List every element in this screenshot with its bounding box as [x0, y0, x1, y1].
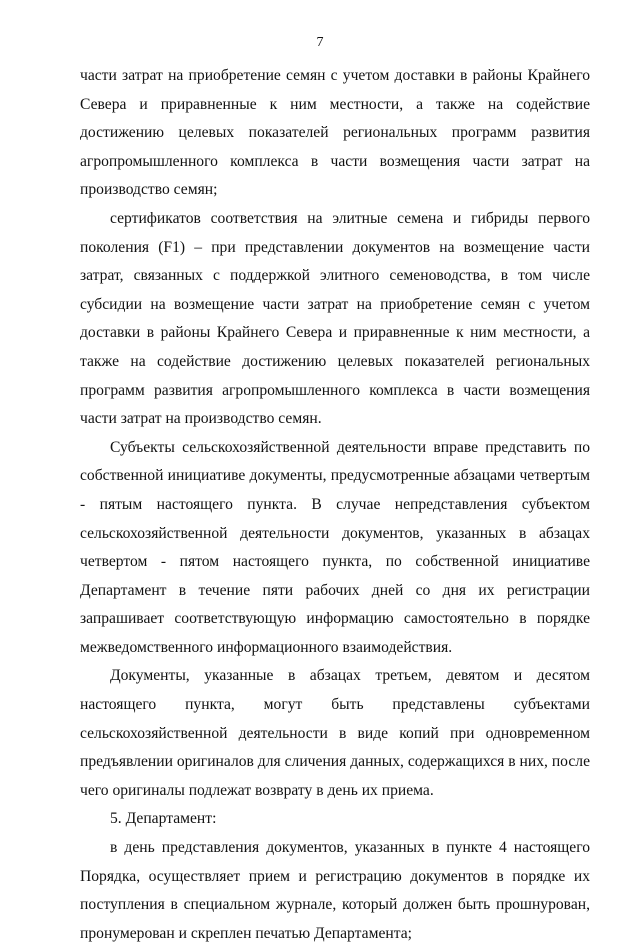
page-number: 7: [316, 35, 324, 50]
paragraph-certificates: сертификатов соответствия на элитные семена и гибриды первого поколения (F1) – при представлении документов на возмещение части затрат, связанных с поддержкой элитного семеноводства, в том числе субсидии на возмещение части затрат на приобретение семян с учетом доставки в районы Крайнего Севера и приравненные к ним местности, а также на содействие достижению целевых показателей региональных программ развития агропромышленного комплекса в части возмещения части затрат на производство семян.: [80, 209, 590, 428]
document-body: [80, 62, 590, 948]
paragraph-document-copies: Документы, указанные в абзацах третьем, девятом и десятом настоящего пункта, могут быть представлены субъектами сельскохозяйственной деятельности в виде копий при одновременном предъявлении оригиналов для сличения данных, содержащихся в них, после чего оригиналы подлежат возврату в день их приема.: [80, 667, 590, 799]
paragraph-continuation-seed-costs: части затрат на приобретение семян с учетом доставки в районы Крайнего Севера и приравненные к ним местности, а также на содействие достижению целевых показателей региональных программ развития агропромышленного комплекса в части возмещения части затрат на производство семян;: [80, 67, 590, 199]
paragraph-registration-day: в день представления документов, указанных в пункте 4 настоящего Порядка, осуществляет прием и регистрацию документов в порядке их поступления в специальном журнале, который должен быть прошнурован, пронумерован и скреплен печатью Департамента;: [80, 839, 590, 942]
paragraph-subjects-initiative: Субъекты сельскохозяйственной деятельности вправе представить по собственной инициативе документы, предусмотренные абзацами четвертым - пятым настоящего пункта. В случае непредставления субъектом сельскохозяйственной деятельности документов, указанных в абзацах четвертом - пятом настоящего пункта, по собственной инициативе Департамент в течение пяти рабочих дней со дня их регистрации запрашивает соответствующую информацию самостоятельно в порядке межведомственного информационного взаимодействия.: [80, 438, 590, 656]
paragraph-section-5-heading: 5. Департамент:: [110, 810, 217, 828]
